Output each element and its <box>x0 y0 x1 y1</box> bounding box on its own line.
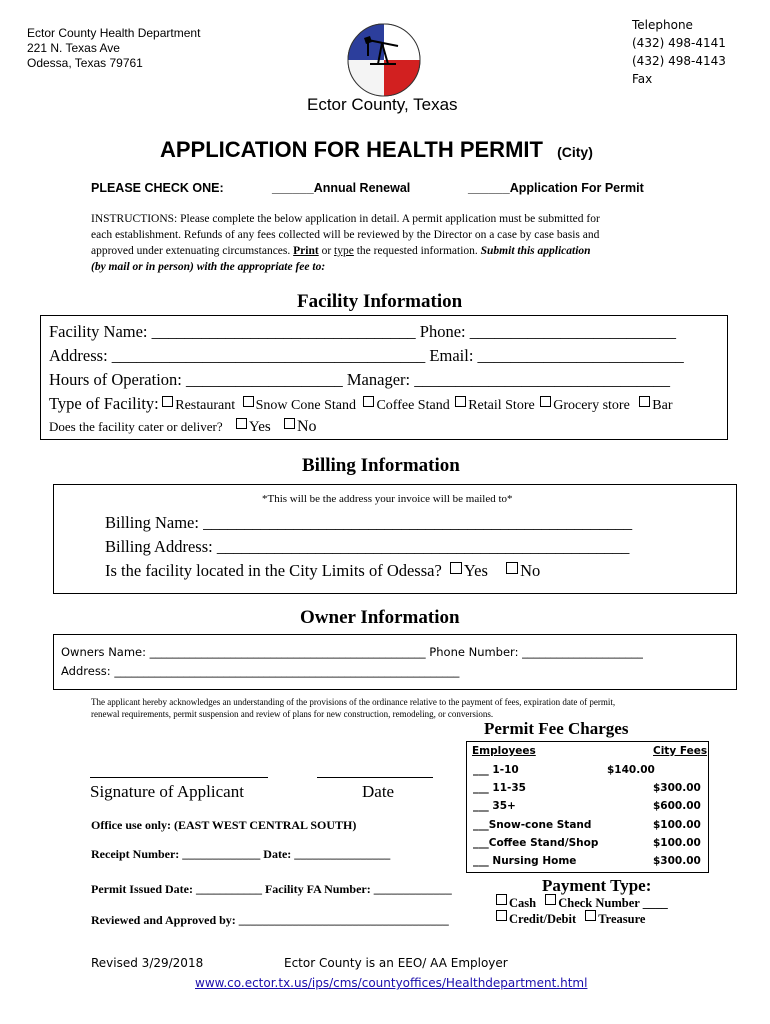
phone-line: Fax <box>632 72 653 86</box>
signature-line[interactable] <box>90 777 268 778</box>
city-yes-checkbox[interactable] <box>450 562 462 574</box>
title-main: APPLICATION FOR HEALTH PERMIT <box>160 137 543 162</box>
coffee-stand-checkbox[interactable] <box>363 396 374 407</box>
cater-row <box>49 418 317 436</box>
city-limits-row <box>105 559 632 583</box>
city-no-label: No <box>520 561 541 580</box>
print-emphasis: Print <box>293 245 319 257</box>
city-no-checkbox[interactable] <box>506 562 518 574</box>
payment-row-2 <box>496 912 645 927</box>
payment-row-1 <box>496 896 668 911</box>
owner-address-field[interactable]: Address: ____________________________________________________________ <box>61 664 460 678</box>
acknowledgement <box>91 696 615 720</box>
cater-no-label: No <box>296 418 317 435</box>
ack-line: The applicant hereby acknowledges an understanding of the provisions of the ordinance relative to the payment of fees, expiration date of permit, <box>91 697 616 707</box>
facility-hours-field[interactable]: Hours of Operation: ___________________ Manager: _______________________________ <box>49 370 670 389</box>
instructions-text: or <box>318 245 335 257</box>
reviewed-field[interactable]: Reviewed and Approved by: ___________________________________ <box>91 913 449 927</box>
dept-line: 221 N. Texas Ave <box>27 41 120 55</box>
billing-heading: Billing Information <box>302 455 460 476</box>
instructions <box>91 211 600 275</box>
type-option: Snow Cone Stand <box>255 398 356 413</box>
health-department-link[interactable]: www.co.ector.tx.us/ips/cms/countyoffices/Healthdepartment.html <box>195 976 588 990</box>
county-name: Ector County, Texas <box>307 95 458 114</box>
phone-line: Telephone <box>632 18 693 32</box>
type-option: Grocery store <box>553 398 630 413</box>
check-one-label: PLEASE CHECK ONE: <box>91 181 224 195</box>
credit-checkbox[interactable] <box>496 910 507 921</box>
facility-heading: Facility Information <box>297 291 463 312</box>
cash-checkbox[interactable] <box>496 894 507 905</box>
dept-line: Odessa, Texas 79761 <box>27 56 143 70</box>
type-option: Bar <box>652 398 673 413</box>
signature-label: Signature of Applicant <box>90 782 244 801</box>
date-line[interactable] <box>317 777 433 778</box>
credit-label: Credit/Debit <box>509 912 577 926</box>
instructions-line: (by mail or in person) with the appropriate fee to: <box>91 261 326 273</box>
fee-row-value: $140.00 <box>607 764 655 776</box>
treasure-label: Treasure <box>598 912 646 926</box>
dept-line: Ector County Health Department <box>27 26 201 40</box>
snow-cone-checkbox[interactable] <box>243 396 254 407</box>
billing-name-field[interactable]: Billing Name: ____________________________________________________ <box>105 513 633 532</box>
check-label: Check Number ____ <box>558 896 668 910</box>
grocery-store-checkbox[interactable] <box>540 396 551 407</box>
facility-name-field[interactable]: Facility Name: ________________________________ Phone: _________________________ <box>49 322 676 341</box>
owner-heading: Owner Information <box>300 607 460 628</box>
phone-line: (432) 498-4143 <box>632 54 726 68</box>
fee-col-city: City Fees <box>653 745 708 757</box>
fee-row-label: ___Snow-cone Stand <box>473 819 592 831</box>
billing-address-field[interactable]: Billing Address: __________________________________________________ <box>105 537 630 556</box>
permit-issued-field[interactable]: Permit Issued Date: ___________ Facility FA Number: _____________ <box>91 882 452 896</box>
treasure-checkbox[interactable] <box>585 910 596 921</box>
payment-heading: Payment Type: <box>542 876 652 895</box>
city-limits-question: Is the facility located in the City Limits of Odessa? <box>105 561 442 580</box>
fee-row-label: ___ Nursing Home <box>473 855 577 867</box>
eeo-statement: Ector County is an EEO/ AA Employer <box>284 956 508 970</box>
type-emphasis: type <box>334 245 354 257</box>
revised-date: Revised 3/29/2018 <box>91 956 204 970</box>
fee-row-label: ___ 1-10 <box>473 764 519 776</box>
owner-name-field[interactable]: Owners Name: ________________________________________________ Phone Number: _____________________ <box>61 645 643 659</box>
submit-emphasis: Submit this application <box>480 245 591 257</box>
fee-row-value: $300.00 <box>653 855 701 867</box>
fee-row-value: $100.00 <box>653 819 701 831</box>
date-label: Date <box>362 782 395 801</box>
bar-checkbox[interactable] <box>639 396 650 407</box>
fee-row-value: $600.00 <box>653 800 701 812</box>
facility-type-row <box>49 392 684 418</box>
fee-row-value: $300.00 <box>653 782 701 794</box>
facility-fields <box>49 320 684 418</box>
office-use: Office use only: (EAST WEST CENTRAL SOUTH) <box>91 818 357 832</box>
county-seal-logo <box>346 22 422 98</box>
cater-yes-label: Yes <box>248 419 271 435</box>
instructions-text: the requested information. <box>353 245 481 257</box>
instructions-line: each establishment. Refunds of any fees collected will be reviewed by the Director on a case by case basis and <box>91 229 600 241</box>
type-option: Retail Store <box>468 398 535 413</box>
application-permit-option[interactable]: ______Application For Permit <box>468 181 644 195</box>
restaurant-checkbox[interactable] <box>162 396 173 407</box>
fee-row-label: ___ 11-35 <box>473 782 526 794</box>
fee-row-label: ___Coffee Stand/Shop <box>473 837 599 849</box>
retail-store-checkbox[interactable] <box>455 396 466 407</box>
phone-block <box>632 16 726 88</box>
check-checkbox[interactable] <box>545 894 556 905</box>
fee-row-value: $100.00 <box>653 837 701 849</box>
owner-fields <box>61 643 643 681</box>
city-yes-label: Yes <box>463 561 488 580</box>
billing-note: *This will be the address your invoice will be mailed to* <box>262 493 513 505</box>
facility-type-label: Type of Facility: <box>49 394 159 413</box>
phone-line: (432) 498-4141 <box>632 36 726 50</box>
instructions-text: approved under extenuating circumstances. <box>91 245 294 257</box>
page-title <box>160 137 593 163</box>
title-sub: (City) <box>557 144 593 160</box>
ack-line: renewal requirements, permit suspension and review of plans for new construction, remodeling, or conversions. <box>91 709 494 719</box>
fee-row-label: ___ 35+ <box>473 800 516 812</box>
type-option: Restaurant <box>175 398 236 413</box>
type-option: Coffee Stand <box>376 398 450 413</box>
receipt-field[interactable]: Receipt Number: _____________ Date: ________________ <box>91 847 391 861</box>
facility-address-field[interactable]: Address: ______________________________________ Email: _________________________ <box>49 346 684 365</box>
instructions-line <box>91 243 600 259</box>
cater-yes-checkbox[interactable] <box>236 418 247 429</box>
cater-no-checkbox[interactable] <box>284 418 295 429</box>
cater-label: Does the facility cater or deliver? <box>49 419 223 434</box>
cash-label: Cash <box>509 896 537 910</box>
annual-renewal-option[interactable]: ______Annual Renewal <box>272 181 411 195</box>
billing-fields <box>105 511 632 583</box>
department-address <box>27 26 200 71</box>
instructions-line: INSTRUCTIONS: Please complete the below application in detail. A permit application must be submitted for <box>91 213 600 225</box>
fee-col-employees: Employees <box>472 745 536 757</box>
fee-heading: Permit Fee Charges <box>484 719 629 738</box>
